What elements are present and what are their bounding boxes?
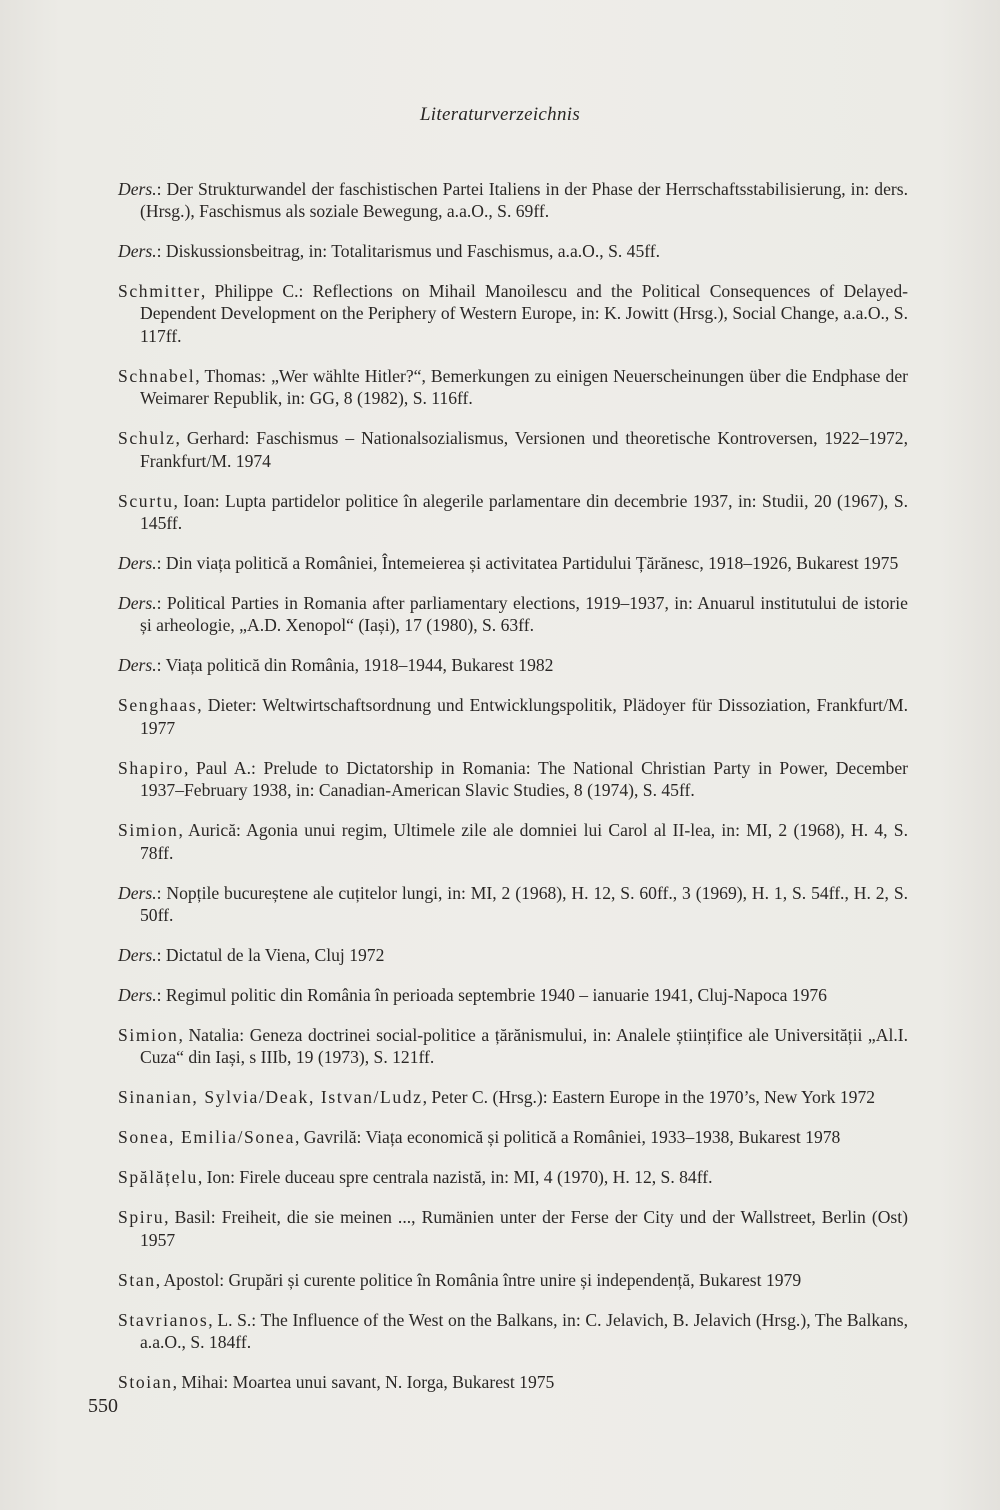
entry-text: : Dictatul de la Viena, Cluj 1972 <box>156 945 385 966</box>
entry-author: Senghaas <box>118 695 198 716</box>
entry-author: Stoian <box>118 1372 173 1393</box>
entry-text: : Din viața politică a României, Întemeierea și activitatea Partidului Țărănesc, 1918–1926, Bukarest 1975 <box>156 553 899 574</box>
entry-text: , L. S.: The Influence of the West on the Balkans, in: C. Jelavich, B. Jelavich (Hrsg.), The Balkans, a.a.O., S. 184ff. <box>140 1309 908 1353</box>
bibliography-entry <box>118 984 908 1006</box>
bibliography-entry <box>118 592 908 637</box>
bibliography-entry <box>118 1166 908 1188</box>
entry-author: Schnabel <box>118 365 196 386</box>
bibliography-entry <box>118 944 908 966</box>
entry-author: Stan <box>118 1269 156 1290</box>
entry-text: , Basil: Freiheit, die sie meinen ..., Rumänien unter der Ferse der City und der Wallstreet, Berlin (Ost) 1957 <box>140 1207 908 1250</box>
entry-text: , Aurică: Agonia unui regim, Ultimele zile ale domniei lui Carol al II-lea, in: MI, 2 (1968), H. 4, S. 78ff. <box>140 820 908 863</box>
entry-text: : Der Strukturwandel der faschistischen Partei Italiens in der Phase der Herrschaftsstabilisierung, in: ders. (Hrsg.), Faschismus als soziale Bewegung, a.a.O., S. 69ff. <box>140 178 908 221</box>
entry-author: Simion <box>118 820 179 841</box>
page-number: 550 <box>88 1395 118 1417</box>
entry-author: Stavrianos <box>118 1309 209 1330</box>
bibliography-entry <box>118 490 908 535</box>
entry-text: , Mihai: Moartea unui savant, N. Iorga, Bukarest 1975 <box>172 1372 555 1393</box>
bibliography-entry <box>118 1371 908 1393</box>
entry-text: , Thomas: „Wer wählte Hitler?“, Bemerkungen zu einigen Neuerscheinungen über die Endphase der Weimarer Republik, in: GG, 8 (1982), S. 116ff. <box>140 365 908 409</box>
entry-author: Schmitter <box>118 281 201 301</box>
entry-author: Ders. <box>118 655 157 676</box>
bibliography-entry <box>118 1309 908 1354</box>
bibliography-entry <box>118 1024 908 1069</box>
entry-text: , Apostol: Grupări și curente politice în România între unire și independență, Bukarest 1979 <box>155 1269 802 1290</box>
entry-text: , Gerhard: Faschismus – Nationalsozialismus, Versionen und theoretische Kontroversen, 1922–1972, Frankfurt/M. 1974 <box>140 428 908 471</box>
bibliography-entry <box>118 1086 908 1108</box>
bibliography-entry <box>118 819 908 864</box>
bibliography-entry <box>118 757 908 802</box>
entry-text: , Paul A.: Prelude to Dictatorship in Romania: The National Christian Party in Power, December 1937–February 1938, in: Canadian-American Slavic Studies, 8 (1974), S. 45ff. <box>140 757 908 801</box>
bibliography-entry <box>118 552 908 574</box>
entry-author: Ders. <box>118 985 157 1006</box>
entry-text: : Political Parties in Romania after parliamentary elections, 1919–1937, in: Anuarul institutului de istorie și arheologie, „A.D. Xenopol“ (Iași), 17 (1980), S. 63ff. <box>140 593 908 636</box>
entry-author: Sinanian, Sylvia/Deak, Istvan/Ludz <box>118 1087 423 1108</box>
entry-author: Ders. <box>118 178 157 199</box>
entry-author: Sonea, Emilia/Sonea <box>118 1127 295 1148</box>
bibliography-entry <box>118 1126 908 1148</box>
entry-text: : Nopțile bucureștene ale cuțitelor lungi, in: MI, 2 (1968), H. 12, S. 60ff., 3 (1969), H. 1, S. 54ff., H. 2, S. 50ff. <box>140 882 908 926</box>
bibliography-entry <box>118 365 908 410</box>
entry-author: Spiru <box>118 1207 165 1228</box>
entry-text: , Ioan: Lupta partidelor politice în alegerile parlamentare din decembrie 1937, in: Studii, 20 (1967), S. 145ff. <box>140 490 908 534</box>
bibliography-entry <box>118 882 908 927</box>
entry-text: , Philippe C.: Reflections on Mihail Manoilescu and the Political Consequences of Delayed-Dependent Development on the Periphery of Western Europe, in: K. Jowitt (Hrsg.), Social Change, a.a.O., S. 117ff. <box>140 281 908 346</box>
bibliography-entry <box>118 694 908 739</box>
entry-author: Ders. <box>118 593 157 614</box>
bibliography-entry <box>118 1206 908 1251</box>
entry-text: , Peter C. (Hrsg.): Eastern Europe in the 1970’s, New York 1972 <box>422 1087 876 1108</box>
bibliography-entry <box>118 178 908 223</box>
entry-author: Ders. <box>118 945 157 966</box>
entry-text: , Natalia: Geneza doctrinei social-politice a țărănismului, in: Analele științifice ale Universității „Al.I. Cuza“ din Iași, s IIIb, 19 (1973), S. 121ff. <box>140 1025 908 1068</box>
bibliography-entry <box>118 654 908 676</box>
entry-text: : Viața politică din România, 1918–1944, Bukarest 1982 <box>156 655 554 676</box>
bibliography-entry <box>118 427 908 472</box>
entry-text: : Regimul politic din România în perioada septembrie 1940 – ianuarie 1941, Cluj-Napoca 1976 <box>156 985 827 1006</box>
entry-author: Simion <box>118 1025 179 1046</box>
entry-author: Ders. <box>118 882 157 903</box>
running-title: Literaturverzeichnis <box>419 104 581 125</box>
entry-author: Schulz <box>118 428 176 449</box>
entry-text: , Gavrilă: Viața economică și politică a României, 1933–1938, Bukarest 1978 <box>294 1127 841 1148</box>
bibliography-entry <box>118 1269 908 1291</box>
entry-author: Spălățelu <box>118 1167 198 1188</box>
entry-text: , Ion: Firele duceau spre centrala nazistă, in: MI, 4 (1970), H. 12, S. 84ff. <box>197 1167 713 1188</box>
entry-text: , Dieter: Weltwirtschaftsordnung und Entwicklungspolitik, Plädoyer für Dissoziation, Frankfurt/M. 1977 <box>140 695 908 738</box>
entry-author: Scurtu <box>118 490 174 511</box>
bibliography-list <box>118 160 908 1403</box>
entry-author: Ders. <box>118 553 157 574</box>
bibliography-entry <box>118 240 908 262</box>
entry-text: : Diskussionsbeitrag, in: Totalitarismus und Faschismus, a.a.O., S. 45ff. <box>156 241 661 261</box>
bibliography-entry <box>118 280 908 347</box>
entry-author: Shapiro <box>118 757 184 778</box>
entry-author: Ders. <box>118 241 157 261</box>
